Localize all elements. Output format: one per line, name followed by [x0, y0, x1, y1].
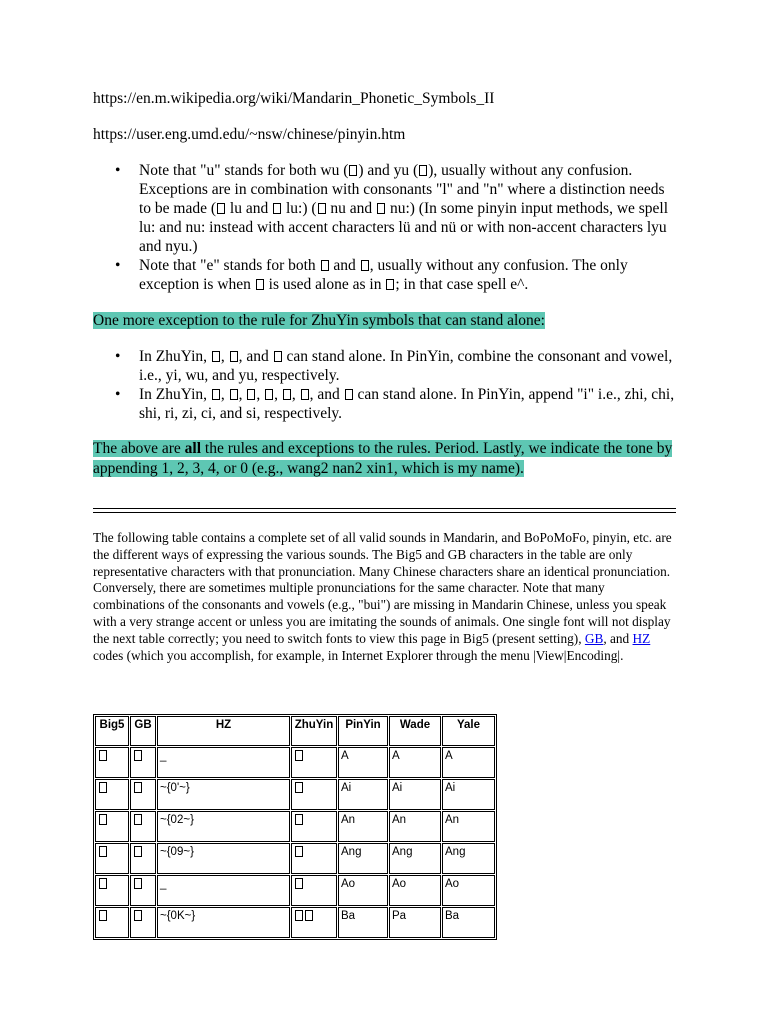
missing-glyph-icon: [247, 389, 255, 400]
missing-glyph-icon: [295, 846, 303, 857]
missing-glyph-icon: [212, 351, 220, 362]
hz-cell: _: [157, 747, 290, 778]
intro-text-1: The following table contains a complete set of all valid sounds in Mandarin, and BoPoMoFo, pinyin, etc. are the different ways of expressing the various sounds. The Big5 and GB characters in the table are only representative characters with that pronunciation. Many Chinese characters share an identical pronunciation. Conversely, there are sometimes multiple pronunciations for the same character. Note that many combinations of the consonants and vowels (e.g., "bui") are missing in Mandarin Chinese, unless you speak with a very strange accent or unless you are imitating the sounds of animals. One single font will not display the next table correctly; you need to switch fonts to view this page in Big5 (present setting),: [93, 530, 672, 646]
list-item: [93, 347, 678, 385]
gb-cell: [130, 907, 156, 938]
list-item-text: Note that "e" stands for both: [139, 257, 320, 274]
list-item-text: lu:) (: [282, 200, 317, 217]
missing-glyph-icon: [419, 165, 427, 176]
wade-cell: Ao: [389, 875, 441, 906]
missing-glyph-icon: [99, 750, 107, 761]
table-row: [95, 907, 495, 938]
pinyin-cell: A: [338, 747, 388, 778]
sounds-table: [93, 714, 497, 940]
missing-glyph-icon: [134, 782, 142, 793]
missing-glyph-icon: [295, 878, 303, 889]
zhuyin-cell: [291, 811, 337, 842]
bullet-icon: •: [115, 348, 121, 365]
gb-cell: [130, 875, 156, 906]
col-header-wade: Wade: [389, 716, 441, 746]
url-line-1: https://en.m.wikipedia.org/wiki/Mandarin_Phonetic_Symbols_II: [93, 90, 495, 107]
missing-glyph-icon: [345, 389, 353, 400]
missing-glyph-icon: [386, 279, 394, 290]
missing-glyph-icon: [134, 814, 142, 825]
highlight-note-text: One more exception to the rule for ZhuYin symbols that can stand alone:: [93, 312, 545, 329]
gb-cell: [130, 779, 156, 810]
list-item-text: ,: [291, 386, 300, 403]
yale-cell: An: [442, 811, 495, 842]
table-header-row: [95, 716, 495, 746]
list-item-text: is used alone as in: [264, 276, 386, 293]
gb-cell: [130, 843, 156, 874]
list-item-text: nu:) (In some pinyin input methods, we spell lu: and nu: instead with accent characters lü and nü or with non-accent characters lyu and nyu.): [139, 200, 669, 255]
missing-glyph-icon: [295, 750, 303, 761]
list-item: [93, 256, 678, 294]
missing-glyph-icon: [295, 910, 303, 921]
yale-cell: A: [442, 747, 495, 778]
wade-cell: Ang: [389, 843, 441, 874]
zhuyin-cell: [291, 779, 337, 810]
wade-cell: A: [389, 747, 441, 778]
missing-glyph-icon: [349, 165, 357, 176]
pinyin-cell: An: [338, 811, 388, 842]
hz-cell: ~{09~}: [157, 843, 290, 874]
table-row: [95, 875, 495, 906]
hz-cell: ~{0K~}: [157, 907, 290, 938]
zhuyin-cell: [291, 747, 337, 778]
wade-cell: An: [389, 811, 441, 842]
hz-cell: _: [157, 875, 290, 906]
missing-glyph-icon: [134, 846, 142, 857]
intro-paragraph: [93, 530, 678, 664]
col-header-hz: HZ: [157, 716, 290, 746]
list-item-text: ), usually without any confusion. Exceptions are in combination with consonants "l" and "n" where a distinction needs to be made (: [139, 162, 665, 217]
bullet-icon: •: [115, 257, 121, 274]
missing-glyph-icon: [295, 814, 303, 825]
missing-glyph-icon: [273, 203, 281, 214]
missing-glyph-icon: [377, 203, 385, 214]
missing-glyph-icon: [295, 782, 303, 793]
missing-glyph-icon: [318, 203, 326, 214]
list-item-text: , and: [309, 386, 344, 403]
list-item-text: , and: [238, 348, 273, 365]
missing-glyph-icon: [305, 910, 313, 921]
table-row: [95, 843, 495, 874]
list-item-text: ,: [220, 386, 229, 403]
list-item: [93, 385, 678, 423]
hz-link[interactable]: HZ: [632, 630, 651, 646]
gb-cell: [130, 811, 156, 842]
intro-text-2: , and: [603, 630, 633, 646]
list-item-text: , usually without any confusion. The only exception is when: [139, 257, 628, 293]
missing-glyph-icon: [134, 910, 142, 921]
missing-glyph-icon: [230, 389, 238, 400]
wade-cell: Pa: [389, 907, 441, 938]
big5-cell: [95, 747, 129, 778]
hz-cell: ~{0'~}: [157, 779, 290, 810]
col-header-gb: GB: [130, 716, 156, 746]
table-row: [95, 779, 495, 810]
yale-cell: Ang: [442, 843, 495, 874]
missing-glyph-icon: [99, 878, 107, 889]
list-item-text: Note that "u" stands for both wu (: [139, 162, 349, 179]
list-item-text: lu and: [226, 200, 273, 217]
missing-glyph-icon: [283, 389, 291, 400]
list-item-text: ,: [238, 386, 247, 403]
url-line-2: https://user.eng.umd.edu/~nsw/chinese/pinyin.htm: [93, 126, 406, 143]
yale-cell: Ai: [442, 779, 495, 810]
list-item-text: ,: [274, 386, 282, 403]
summary-before: The above are: [93, 440, 185, 457]
missing-glyph-icon: [99, 814, 107, 825]
pinyin-cell: Ao: [338, 875, 388, 906]
list-item-text: In ZhuYin,: [139, 348, 211, 365]
missing-glyph-icon: [321, 260, 329, 271]
col-header-big5: Big5: [95, 716, 129, 746]
list-item-text: ; in that case spell e^.: [395, 276, 529, 293]
hz-cell: ~{02~}: [157, 811, 290, 842]
list-item-text: can stand alone. In PinYin, append "i" i.e., zhi, chi, shi, ri, zi, ci, and si, respectively.: [139, 386, 675, 422]
list-item-text: and: [329, 257, 360, 274]
zhuyin-cell: [291, 843, 337, 874]
bullet-icon: •: [115, 162, 121, 179]
list-item-text: nu and: [326, 200, 377, 217]
missing-glyph-icon: [99, 782, 107, 793]
intro-text-3: codes (which you accomplish, for example, in Internet Explorer through the menu |View|Encoding|.: [93, 647, 624, 663]
col-header-zhuyin: ZhuYin: [291, 716, 337, 746]
horizontal-rule-top: [93, 508, 676, 509]
col-header-yale: Yale: [442, 716, 495, 746]
big5-cell: [95, 907, 129, 938]
missing-glyph-icon: [212, 389, 220, 400]
pinyin-cell: Ba: [338, 907, 388, 938]
yale-cell: Ba: [442, 907, 495, 938]
missing-glyph-icon: [230, 351, 238, 362]
missing-glyph-icon: [265, 389, 273, 400]
missing-glyph-icon: [99, 846, 107, 857]
zhuyin-cell: [291, 907, 337, 938]
list-item-text: can stand alone. In PinYin, combine the consonant and vowel, i.e., yi, wu, and yu, respectively.: [139, 348, 673, 384]
big5-cell: [95, 875, 129, 906]
table-body: [95, 747, 495, 938]
big5-cell: [95, 779, 129, 810]
missing-glyph-icon: [134, 750, 142, 761]
summary-paragraph: [93, 439, 678, 479]
bullet-icon: •: [115, 386, 121, 403]
missing-glyph-icon: [99, 910, 107, 921]
list-item-text: ,: [220, 348, 229, 365]
missing-glyph-icon: [134, 878, 142, 889]
pinyin-cell: Ai: [338, 779, 388, 810]
highlight-note: [93, 311, 678, 331]
bullet-list-2: [93, 347, 678, 423]
missing-glyph-icon: [301, 389, 309, 400]
bullet-list-1: [93, 161, 678, 294]
gb-cell: [130, 747, 156, 778]
col-header-pinyin: PinYin: [338, 716, 388, 746]
missing-glyph-icon: [274, 351, 282, 362]
summary-after: the rules and exceptions to the rules. Period. Lastly, we indicate the tone by appending 1, 2, 3, 4, or 0 (e.g., wang2 nan2 xin1, which is my name).: [93, 440, 673, 477]
table-row: [95, 747, 495, 778]
list-item-text: ,: [256, 386, 265, 403]
pinyin-cell: Ang: [338, 843, 388, 874]
summary-bold: all: [184, 440, 202, 457]
missing-glyph-icon: [361, 260, 369, 271]
missing-glyph-icon: [256, 279, 264, 290]
wade-cell: Ai: [389, 779, 441, 810]
big5-cell: [95, 811, 129, 842]
yale-cell: Ao: [442, 875, 495, 906]
gb-link[interactable]: GB: [584, 630, 604, 646]
list-item: [93, 161, 678, 256]
table-row: [95, 811, 495, 842]
summary-text: [93, 440, 672, 477]
zhuyin-cell: [291, 875, 337, 906]
missing-glyph-icon: [217, 203, 225, 214]
horizontal-rule-bottom: [93, 512, 676, 513]
list-item-text: ) and yu (: [358, 162, 419, 179]
big5-cell: [95, 843, 129, 874]
list-item-text: In ZhuYin,: [139, 386, 211, 403]
